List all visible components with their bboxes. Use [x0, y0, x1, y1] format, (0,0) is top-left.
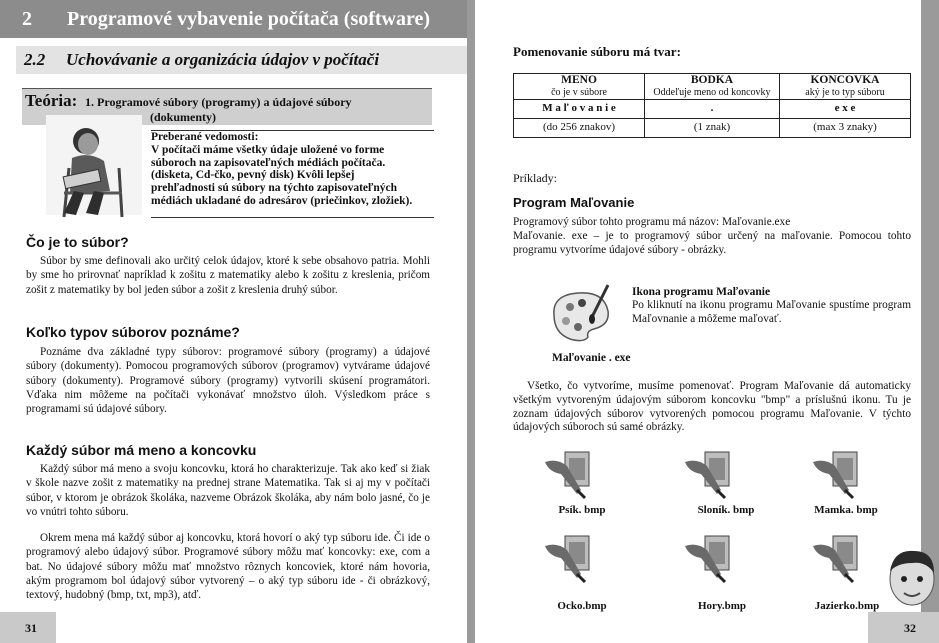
reading-boy-illustration — [24, 113, 144, 221]
header-koncovka: KONCOVKA — [810, 74, 880, 86]
boy-face-illustration — [884, 545, 939, 613]
table-row — [514, 100, 911, 119]
paragraph-kazdy-2: Okrem mena má každý súbor aj koncovku, ktorá hovorí o aký typ súboru ide. Či ide o programový alebo údajový súbor. Programové súbory môžu mať koncovky: exe, com a bat. No údajové súbory môžu mať množstvo rôznych koncoviek, ktoré nám hovoria, akým programom bol údajový súbor vytvorený – o aký typ súboru ide - či obrázkový, textový, hudobný (bmp, txt, mp3), atď. — [26, 532, 430, 602]
page-number-left-text: 31 — [25, 621, 37, 635]
palette-caption: Maľovanie . exe — [552, 352, 631, 364]
bmp-file-icon — [541, 450, 593, 500]
teoria-text-line2: (dokumenty) — [150, 110, 217, 124]
left-page — [0, 0, 467, 643]
teoria-text-line1: 1. Programové súbory (programy) a údajové súbory — [85, 95, 352, 109]
file-label: Ocko.bmp — [557, 600, 607, 612]
prev-line: V počítači máme všetky údaje uložené vo forme — [151, 143, 385, 156]
filename-structure-table — [513, 73, 911, 138]
section-number: 2.2 — [24, 50, 46, 69]
bmp-file-icon — [681, 534, 733, 584]
table-cell: (max 3 znaky) — [779, 119, 910, 138]
icon-title: Ikona programu Maľovanie — [632, 286, 771, 298]
palette-icon — [548, 281, 618, 343]
program-paragraph-2: Maľovanie. exe – je to programový súbor určený na maľovanie. Pomocou tohto programu vytvoríme údajové súbory - obrázky. — [513, 230, 911, 256]
file-label: Hory.bmp — [698, 600, 746, 612]
prev-line: Preberané vedomosti: — [151, 131, 259, 143]
heading-kazdy-subor: Každý súbor má meno a koncovku — [26, 442, 257, 458]
header-meno: MENO — [561, 74, 597, 86]
section-title: Uchovávanie a organizácia údajov v počítači — [66, 50, 380, 69]
page-number-right — [868, 612, 939, 643]
paragraph-kolko: Poznáme dva základné typy súborov: programové súbory (programy) a údajové súbory (dokumenty). Pomocou programových súborov (programov) vytvárame údajové súbory (dokumenty). Programové súbory (programy) vytvorili skúsení programátori. Vďaka nim môžeme na počítači vykonávať množstvo úloh. Výsledkom práce s programami sú údajové súbory. — [26, 346, 430, 416]
table-row — [514, 119, 911, 138]
chapter-number: 2 — [22, 8, 32, 30]
teoria-label: Teória: — [25, 91, 78, 110]
header-bodka-sub: Oddeľuje meno od koncovky — [653, 86, 771, 98]
paragraph-co-je: Súbor by sme definovali ako určitý celok údajov, ktoré k sebe obsahovo patria. Mohli by sme ho prirovnať napríklad k zošitu z matematiky alebo k zošitu z kreslenia, pričom zošit z matematiky by bol jeden súbor a zošit z kreslenia druhý súbor. — [26, 255, 430, 296]
paragraph-kazdy-1: Každý súbor má meno a svoju koncovku, ktorá ho charakterizuje. Tak ako keď si žiak v škole nazve zošit z matematiky na prednej strane Matematika. Tak si aj my v počítači súbor, v ktorom je obrázok školáka, nazveme Obrázok školáka, aby nám bolo jasné, čo je vo vnútri tohto súboru. — [26, 463, 430, 518]
file-label: Jazierko.bmp — [814, 600, 880, 612]
table-cell — [779, 74, 910, 100]
prev-line: prehľadnosti sú súbory na týchto zapisovateľných — [151, 182, 398, 195]
header-bodka: BODKA — [690, 74, 734, 86]
prev-line: médiách ukladané do adresárov (priečinkov, zložiek). — [151, 194, 413, 207]
program-malovanie-title: Program Maľovanie — [513, 195, 635, 210]
bmp-file-icon — [681, 450, 733, 500]
bmp-file-icon — [809, 534, 861, 584]
page-number-right-text: 32 — [904, 621, 916, 635]
bmp-file-icon — [809, 450, 861, 500]
heading-kolko-typov: Koľko typov súborov poznáme? — [26, 324, 240, 340]
header-koncovka-sub: aký je to typ súboru — [805, 86, 885, 98]
book-gutter — [467, 0, 475, 643]
icon-description: Po kliknutí na ikonu programu Maľovanie spustíme program Maľovnanie a môžeme maľovať. — [632, 299, 911, 325]
chapter-title: Programové vybavenie počítača (software) — [67, 8, 431, 30]
prev-line: súboroch na zapisovateľných médiách počítača. — [151, 156, 386, 169]
table-cell: (1 znak) — [645, 119, 780, 138]
table-cell: (do 256 znakov) — [514, 119, 645, 138]
file-label: Sloník. bmp — [697, 504, 755, 516]
table-cell: e x e — [779, 100, 910, 119]
table-cell: M a ľ o v a n i e — [514, 100, 645, 119]
heading-co-je-to-subor: Čo je to súbor? — [26, 234, 129, 250]
page-number-left — [0, 612, 56, 643]
bmp-file-icon — [541, 534, 593, 584]
naming-title: Pomenovanie súboru má tvar: — [513, 44, 681, 59]
section-header — [16, 46, 467, 74]
file-label: Psík. bmp — [558, 504, 606, 516]
program-paragraph-1: Programový súbor tohto programu má názov: Maľovanie.exe — [513, 216, 791, 228]
priklady-label: Príklady: — [513, 171, 557, 185]
paragraph-vsetko: Všetko, čo vytvoríme, musíme pomenovať. Program Maľovanie dá automaticky všetkým vytvoreným údajovým súborom koncovku "bmp" a príslušnú ikonu. Tu je zoznam údajových súborov vytvorených pomocou programu Maľovanie. V týchto údajových súboroch sú samé obrázky. — [513, 380, 911, 434]
table-header-row — [514, 74, 911, 100]
preberane-vedomosti-box — [151, 130, 434, 218]
prev-line: (disketa, Cd-čko, pevný disk) Kvôli lepšej — [151, 169, 355, 182]
chapter-header — [0, 0, 467, 38]
table-cell — [514, 74, 645, 100]
table-cell — [645, 74, 780, 100]
table-cell: . — [645, 100, 780, 119]
header-meno-sub: čo je v súbore — [551, 86, 607, 98]
file-label: Mamka. bmp — [814, 504, 878, 516]
